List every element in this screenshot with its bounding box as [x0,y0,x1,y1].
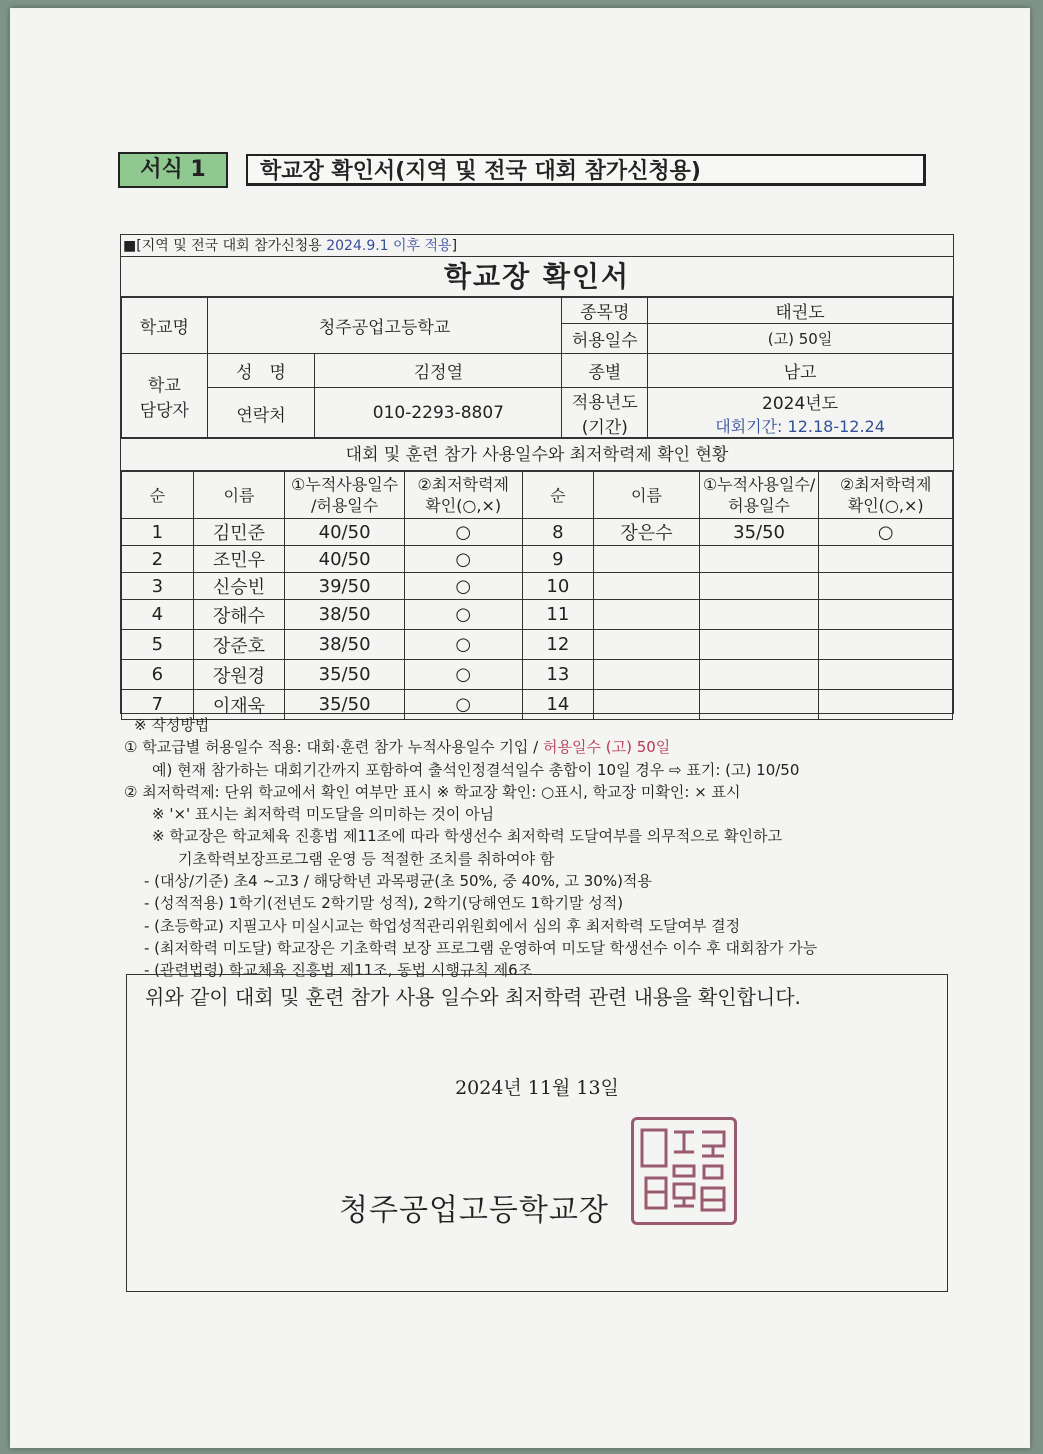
note-line-2: 예) 현재 참가하는 대회기간까지 포함하여 출석인정결석일수 총합이 10일 경우 ⇨ 표기: (고) 10/50 [152,760,800,779]
row-days: 35/50 [285,690,405,720]
row-name: 조민우 [193,546,285,573]
table-header-row [122,472,953,519]
row-no: 1 [122,519,194,546]
row-check: ○ [404,660,522,690]
row-name-right [594,660,700,690]
header-name: 이름 [193,472,285,519]
row-no: 4 [122,600,194,630]
row-check-right: ○ [819,519,953,546]
header-min-line2: 확인(○,×) [425,496,502,515]
row-name-right [594,600,700,630]
year-label [562,388,648,439]
allowed-days-label: 허용일수 [562,324,648,354]
row-days-right [699,573,819,600]
row-check-right [819,660,953,690]
year-label-line1: 적용년도 [571,393,638,413]
category-label: 종별 [562,354,648,388]
header-days-right [699,472,819,519]
row-no-right: 9 [522,546,594,573]
note-line-5: ※ 학교장은 학교체육 진흥법 제11조에 따라 학생선수 최저학력 도달여부를 의무적으로 확인하고 [152,827,782,846]
row-days-right [699,660,819,690]
contact-label: 연락처 [207,388,315,439]
status-title: 대회 및 훈련 참가 사용일수와 최저학력제 확인 현황 [121,437,953,471]
manager-label-line1: 학교 [147,376,181,396]
row-name-right [594,630,700,660]
header-days [285,472,405,519]
row-name: 장원경 [193,660,285,690]
note-line-11: - (관련법령) 학교체육 진흥법 제11조, 동법 시행규칙 제6조 [144,961,533,980]
row-name-right [594,573,700,600]
row-check: ○ [404,519,522,546]
note-line-9: - (초등학교) 지필고사 미실시교는 학업성적관리위원회에서 심의 후 최저학력 도달여부 결정 [144,916,741,935]
note-line-7: - (대상/기준) 초4 ~고3 / 해당학년 과목평균(초 50%, 중 40%, 고 30%)적용 [144,872,652,891]
row-days: 39/50 [285,573,405,600]
table-row [122,630,953,660]
row-check: ○ [404,600,522,630]
sport-value: 태권도 [648,298,953,324]
confirmation-date: 2024년 11월 13일 [455,1077,619,1099]
year-value [648,388,953,439]
name-value: 김정열 [315,354,562,388]
name-label: 성 명 [207,354,315,388]
table-row [122,573,953,600]
row-no: 7 [122,690,194,720]
row-check: ○ [404,630,522,660]
row-name: 장준호 [193,630,285,660]
sport-label: 종목명 [562,298,648,324]
athlete-table [121,471,953,720]
row-days-right [699,630,819,660]
applicability-prefix: ■[지역 및 전국 대회 참가신청용 [123,238,327,254]
row-days-right [699,600,819,630]
contact-value: 010-2293-8807 [315,388,562,439]
row-name: 장해수 [193,600,285,630]
form-title: 학교장 확인서(지역 및 전국 대회 참가신청용) [246,154,926,186]
applicability-note [121,235,953,257]
row-check-right [819,630,953,660]
header-days-line2: /허용일수 [310,496,379,515]
period-text: 대회기간: 12.18-12.24 [715,417,885,436]
applicability-date: 2024.9.1 이후 적용 [326,238,452,254]
row-no: 6 [122,660,194,690]
row-no-right: 14 [522,690,594,720]
principal-name: 청주공업고등학교장 [339,1193,609,1228]
header-min-right-line1: ②최저학력제 [839,475,932,494]
header-name-right: 이름 [594,472,700,519]
school-label: 학교명 [122,298,208,354]
table-row [122,519,953,546]
row-no-right: 11 [522,600,594,630]
row-no: 2 [122,546,194,573]
table-row [122,600,953,630]
note-line-4: ※ '×' 표시는 최저학력 미도달을 의미하는 것이 아님 [152,805,495,824]
allowed-days-value: (고) 50일 [648,324,953,354]
row-name: 이재욱 [193,690,285,720]
row-name-right [594,546,700,573]
applicability-suffix: ] [451,238,458,254]
header-min-right [819,472,953,519]
row-name: 김민준 [193,519,285,546]
instructions [120,714,954,982]
header-days-line1: ①누적사용일수 [291,475,399,494]
row-no-right: 12 [522,630,594,660]
row-check-right [819,546,953,573]
row-no: 5 [122,630,194,660]
year-label-line2: (기간) [581,418,628,438]
table-row [122,546,953,573]
header-min-right-line2: 확인(○,×) [847,496,924,515]
note-line-3: ② 최저학력제: 단위 학교에서 확인 여부만 표시 ※ 학교장 확인: ○표시, 학교장 미확인: × 표시 [124,782,741,801]
note-line-10: - (최저학력 미도달) 학교장은 기초학력 보장 프로그램 운영하여 미도달 학생선수 이수 후 대회참가 가능 [144,938,818,957]
category-value: 남고 [648,354,953,388]
header-min [404,472,522,519]
note-line-6: 기초학력보장프로그램 운영 등 적절한 조치를 취하여야 함 [178,849,555,868]
row-name: 신승빈 [193,573,285,600]
official-seal-icon [631,1117,737,1225]
row-check: ○ [404,546,522,573]
table-row [122,660,953,690]
note-line-1-text: ① 학교급별 허용일수 적용: 대회·훈련 참가 누적사용일수 기입 / [124,738,543,757]
row-days: 40/50 [285,546,405,573]
row-no-right: 13 [522,660,594,690]
school-value: 청주공업고등학교 [207,298,562,354]
header-days-right-line1: ①누적사용일수/ [702,475,816,494]
confirmation-statement: 위와 같이 대회 및 훈련 참가 사용 일수와 최저학력 관련 내용을 확인합니다. [145,985,801,1009]
info-table [121,297,953,439]
row-days: 38/50 [285,600,405,630]
confirmation-form [120,234,954,717]
row-no: 3 [122,573,194,600]
note-line-8: - (성적적용) 1학기(전년도 2학기말 성적), 2학기(당해연도 1학기말 성적) [144,894,624,913]
document-title: 학교장 확인서 [121,257,953,297]
year-text: 2024년도 [762,394,839,414]
row-check-right [819,600,953,630]
row-days: 35/50 [285,660,405,690]
header-no: 순 [122,472,194,519]
manager-label [122,354,208,439]
row-days: 40/50 [285,519,405,546]
note-line-1 [120,736,954,758]
row-check: ○ [404,690,522,720]
row-check-right [819,573,953,600]
row-no-right: 10 [522,573,594,600]
header-no-right: 순 [522,472,594,519]
header-days-right-line2: 허용일수 [728,496,790,515]
note-line-1-red: 허용일수 (고) 50일 [543,738,671,757]
confirmation-box [126,974,948,1292]
notes-heading: ※ 작성방법 [134,716,210,734]
manager-label-line2: 담당자 [139,401,189,421]
form-tag: 서식 1 [118,152,228,188]
row-name-right: 장은수 [594,519,700,546]
row-days: 38/50 [285,630,405,660]
header-min-line1: ②최저학력제 [417,475,510,494]
row-check: ○ [404,573,522,600]
row-days-right [699,546,819,573]
row-days-right: 35/50 [699,519,819,546]
row-no-right: 8 [522,519,594,546]
